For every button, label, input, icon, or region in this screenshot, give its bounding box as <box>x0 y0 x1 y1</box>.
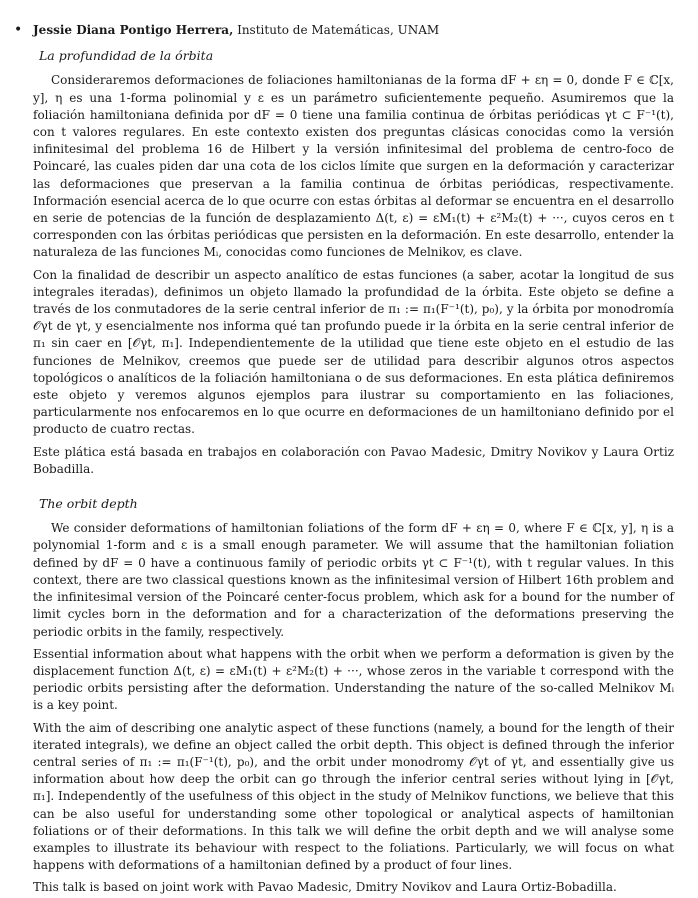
spanish-paragraph-3: Este plática está basada en trabajos en colaboración con Pavao Madesic, Dmitry Novikov y Laura Ortiz Bobadilla. <box>33 444 674 476</box>
speaker-name: Jessie Diana Pontigo Herrera, <box>33 23 234 37</box>
english-paragraph-1: We consider deformations of hamiltonian foliations of the form dF + εη = 0, where F ∈ ℂ[x, y], η is a polynomial 1-form and ε is a small enough parameter. We will assume that the hamiltonian foliation defined by dF = 0 have a continuous family of periodic orbits γt ⊂ F⁻¹(t), with t regular values. In this context, there are two classical questions known as the infinitesimal version of Hilbert 16th problem and the infinitesimal version of the Poincaré center-focus problem, which ask for a bound for the number of limit cycles born in the deformation and for a characterization of the deformations preserving the periodic orbits in the family, respectively. <box>33 521 674 639</box>
english-paragraph-2: Essential information about what happens with the orbit when we perform a deformation is given by the displacement function Δ(t, ε) = εM₁(t) + ε²M₂(t) + ···, whose zeros in the variable t correspond with the periodic orbits persisting after the deformation. Understanding the nature of the so-called Melnikov Mᵢ is a key point. <box>33 646 674 713</box>
english-paragraph-4: This talk is based on joint work with Pavao Madesic, Dmitry Novikov and Laura Ortiz-Bobadilla. <box>33 880 617 895</box>
spanish-paragraph-1: Consideraremos deformaciones de foliaciones hamiltonianas de la forma dF + εη = 0, donde F ∈ ℂ[x, y], η es una 1-forma polinomial y ε es un parámetro suficientemente pequeño. Asumiremos que la foliación hamiltoniana definida por dF = 0 tiene una familia continua de órbitas periódicas γt ⊂ F⁻¹(t), con t valores regulares. En este contexto existen dos preguntas clásicas conocidas como la versión infinitesimal del problema 16 de Hilbert y la versión infinitesimal del problema de centro-foco de Poincaré, las cuales piden dar una cota de los ciclos límite que surgen en la deformación y caracterizar las deformaciones que preservan a la familia continua de órbitas periódicas, respectivamente. Información esencial acerca de lo que ocurre con estas órbitas al deformar se encuentra en el desarrollo en serie de potencias de la función de desplazamiento Δ(t, ε) = εM₁(t) + ε²M₂(t) + ···, cuyos ceros en t corresponden con las órbitas periódicas que persisten en la deformación. En este desarrollo, entender la naturaleza de las funciones Mᵢ, conocidas como funciones de Melnikov, es clave. <box>33 73 674 260</box>
spanish-title: La profundidad de la órbita <box>39 48 214 64</box>
bullet-icon: • <box>14 22 23 38</box>
english-paragraph-3: With the aim of describing one analytic aspect of these functions (namely, a bound for the length of their iterated integrals), we define an object called the orbit depth. This object is defined through the inferior central series of π₁ := π₁(F⁻¹(t), p₀), and the orbit under monodromy 𝒪γt of γt, and essentially give us information about how deep the orbit can go through the inferior central series without lying in [𝒪γt, π₁]. Independently of the usefulness of this object in the study of Melnikov functions, we believe that this can be also useful for understanding some other topological or analytical aspects of hamiltonian foliations or of their deformations. In this talk we will define the orbit depth and we will analyse some examples to illustrate its behaviour with respect to the foliations. Particularly, we will focus on what happens with deformations of a hamiltonian defined by a product of four lines. <box>33 720 674 873</box>
speaker-header <box>33 22 674 39</box>
english-title: The orbit depth <box>39 496 138 512</box>
spanish-paragraph-2: Con la finalidad de describir un aspecto analítico de estas funciones (a saber, acotar la longitud de sus integrales iteradas), definimos un objeto llamado la profundidad de la órbita. Este objeto se define a través de los conmutadores de la serie central inferior de π₁ := π₁(F⁻¹(t), p₀), y la órbita por monodromía 𝒪γt de γt, y esencialmente nos informa qué tan profundo puede ir la órbita en la serie central inferior de π₁ sin caer en [𝒪γt, π₁]. Independientemente de la utilidad que tiene este objeto en el estudio de las funciones de Melnikov, creemos que puede ser de utilidad para describir algunos otros aspectos topológicos o analíticos de la foliación hamiltoniana o de sus deformaciones. En esta plática definiremos este objeto y veremos algunos ejemplos para ilustrar su comportamiento en las foliaciones, particularmente nos enfocaremos en lo que ocurre en deformaciones de un hamiltoniano definido por el producto de cuatro rectas. <box>33 267 674 437</box>
speaker-affiliation: Instituto de Matemáticas, UNAM <box>237 23 440 37</box>
